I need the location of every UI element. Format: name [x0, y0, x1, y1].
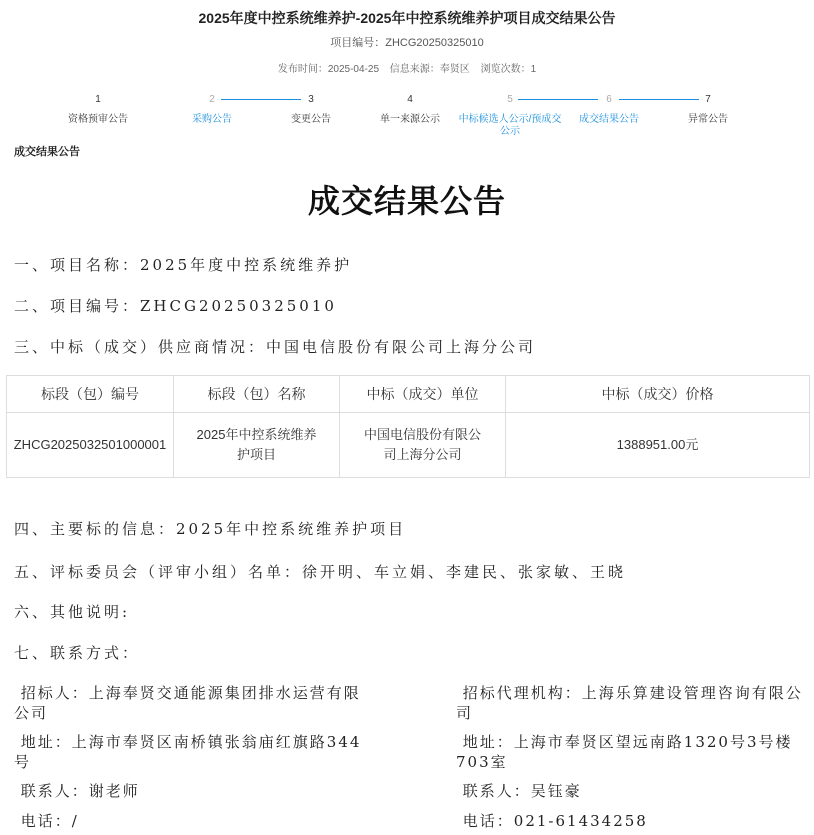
item-other-notes: 六、其他说明:	[14, 603, 131, 621]
table-header: 中标（成交）单位	[340, 376, 506, 413]
agent-phone	[456, 811, 808, 831]
tenderer-phone-text: 电话：/	[20, 812, 79, 830]
step-number: 7	[705, 94, 711, 105]
step-number: 3	[308, 94, 314, 105]
step-exception[interactable]	[648, 94, 768, 126]
table-row	[7, 413, 810, 478]
step-number: 6	[606, 94, 612, 105]
info-source: 信息来源：奉贤区	[389, 64, 470, 75]
agent-contact	[456, 781, 808, 801]
step-number: 5	[507, 94, 513, 105]
result-table	[6, 375, 810, 478]
tenderer-text: 招标人：上海奉贤交通能源集团排水运营有限公司	[14, 684, 361, 722]
step-label: 变更公告	[291, 114, 331, 125]
step-label: 中标候选人公示/预成交公示	[458, 114, 562, 137]
table-cell	[340, 413, 506, 478]
table-cell-text: 中国电信股份有限公司上海分公司	[363, 427, 481, 462]
tenderer-contact	[14, 781, 374, 801]
item-main-subject: 四、主要标的信息：2025年中控系统维养护项目	[14, 520, 407, 538]
table-header-row	[7, 376, 810, 413]
item-project-name: 一、项目名称：2025年度中控系统维养护	[14, 256, 353, 274]
table-header: 标段（包）编号	[7, 376, 174, 413]
tenderer-address	[14, 732, 374, 772]
table-cell	[174, 413, 340, 478]
step-number: 4	[407, 94, 413, 105]
step-number: 1	[95, 94, 101, 105]
table-header: 标段（包）名称	[174, 376, 340, 413]
publish-meta	[0, 60, 814, 75]
agent-contact-text: 联系人：吴钰豪	[462, 782, 582, 800]
item-contact-heading: 七、联系方式：	[14, 644, 141, 662]
table-cell: 1388951.00元	[506, 413, 810, 478]
project-number: 项目编号：ZHCG20250325010	[330, 37, 484, 49]
step-label: 采购公告	[192, 114, 232, 125]
item-supplier: 三、中标（成交）供应商情况：中国电信股份有限公司上海分公司	[14, 338, 537, 356]
agent-phone-text: 电话：021-61434258	[462, 812, 648, 830]
step-label: 异常公告	[688, 114, 728, 125]
step-label: 成交结果公告	[579, 114, 639, 125]
project-number-line	[0, 34, 814, 50]
table-cell-text: 2025年中控系统维养护项目	[196, 427, 317, 462]
step-label: 资格预审公告	[68, 114, 128, 125]
tenderer-name	[14, 683, 374, 723]
publish-time: 发布时间：2025-04-25	[277, 64, 380, 75]
item-project-number: 二、项目编号：ZHCG20250325010	[14, 297, 337, 315]
view-count: 浏览次数：1	[480, 64, 537, 75]
step-label: 单一来源公示	[380, 114, 440, 125]
page-title: 2025年度中控系统维养护-2025年中控系统维养护项目成交结果公告	[198, 10, 616, 26]
tenderer-contact-text: 联系人：谢老师	[20, 782, 140, 800]
item-committee: 五、评标委员会（评审小组）名单：徐开明、车立娟、李建民、张家敏、王晓	[14, 563, 627, 581]
tenderer-address-text: 地址：上海市奉贤区南桥镇张翁庙红旗路344号	[14, 733, 362, 771]
table-header: 中标（成交）价格	[506, 376, 810, 413]
step-prequalification[interactable]	[38, 94, 158, 126]
step-number: 2	[209, 94, 215, 105]
document-title: 成交结果公告	[307, 183, 506, 219]
agent-address	[456, 732, 808, 772]
agent-name	[456, 683, 808, 723]
tenderer-phone	[14, 811, 374, 831]
section-label: 成交结果公告	[14, 146, 80, 158]
process-steps	[0, 94, 814, 144]
agent-text: 招标代理机构：上海乐算建设管理咨询有限公司	[456, 684, 803, 722]
agent-address-text: 地址：上海市奉贤区望远南路1320号3号楼703室	[456, 733, 793, 771]
table-cell: ZHCG2025032501000001	[7, 413, 174, 478]
